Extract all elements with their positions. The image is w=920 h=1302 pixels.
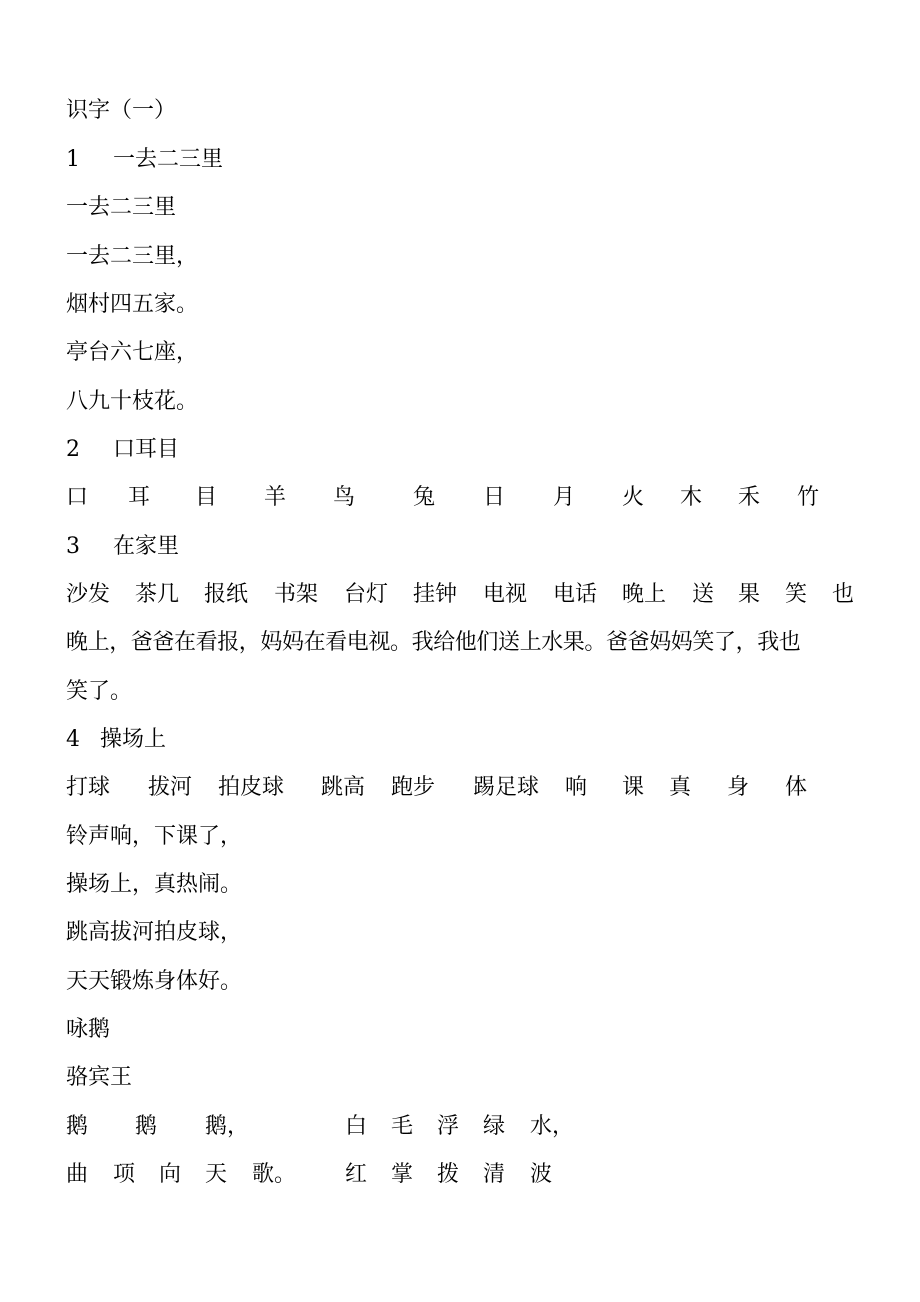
vocab-word: 台灯 xyxy=(344,582,389,607)
vocab-word: 沙发 xyxy=(66,582,111,607)
poem-line: 天天锻炼身体好。 xyxy=(66,969,243,994)
vocab-word: 身 xyxy=(727,775,750,800)
poem-char: 向 xyxy=(159,1162,182,1187)
vocab-word: 电视 xyxy=(483,582,528,607)
poem-char: 鹅 xyxy=(66,1114,89,1139)
lesson-4-heading: 操场上 xyxy=(100,727,167,752)
vocab-word: 踢足球 xyxy=(473,775,540,800)
lesson-3-heading: 在家里 xyxy=(113,534,180,559)
lesson-1-number: 1 xyxy=(66,147,80,172)
lesson-4-number: 4 xyxy=(66,727,80,752)
poem-char: 掌 xyxy=(391,1162,414,1187)
lesson-3-text: 晚上，爸爸在看报，妈妈在看电视。我给他们送上水果。爸爸妈妈笑了，我也 xyxy=(66,630,801,655)
poem-char: 红 xyxy=(345,1162,368,1187)
vocab-word: 跑步 xyxy=(391,775,436,800)
vocab-word: 课 xyxy=(622,775,645,800)
vocab-word: 跳高 xyxy=(321,775,366,800)
vocab-word: 响 xyxy=(565,775,588,800)
vocab-word: 果 xyxy=(738,582,761,607)
vocab-word: 挂钟 xyxy=(413,582,458,607)
poem-line: 亭台六七座， xyxy=(66,340,199,365)
character-item: 月 xyxy=(553,485,576,510)
vocab-word: 书架 xyxy=(274,582,319,607)
poem-char: 曲 xyxy=(66,1162,89,1187)
lesson-2-number: 2 xyxy=(66,437,80,462)
character-item: 鸟 xyxy=(333,485,356,510)
vocab-word: 报纸 xyxy=(204,582,249,607)
poem-char: 歌。 xyxy=(252,1162,297,1187)
character-item: 日 xyxy=(483,485,506,510)
poem-line: 八九十枝花。 xyxy=(66,389,199,414)
poem-char: 鹅 xyxy=(135,1114,158,1139)
lesson-1-poem-title: 一去二三里 xyxy=(66,195,177,220)
vocab-word: 也 xyxy=(832,582,855,607)
poem-char: 毛 xyxy=(391,1114,414,1139)
poem-char: 浮 xyxy=(437,1114,460,1139)
character-item: 目 xyxy=(195,485,218,510)
character-item: 竹 xyxy=(797,485,820,510)
character-item: 耳 xyxy=(128,485,151,510)
poem-char: 项 xyxy=(113,1162,136,1187)
poem-line: 铃声响，下课了， xyxy=(66,824,243,849)
vocab-word: 体 xyxy=(785,775,808,800)
character-item: 兔 xyxy=(413,485,436,510)
poem-title: 咏鹅 xyxy=(66,1017,111,1042)
poem-char: 波 xyxy=(530,1162,553,1187)
vocab-word: 拔河 xyxy=(148,775,193,800)
vocab-word: 真 xyxy=(669,775,692,800)
poem-line: 一去二三里， xyxy=(66,244,199,269)
page-title: 识字（一） xyxy=(66,98,177,123)
character-item: 禾 xyxy=(738,485,761,510)
poem-char: 绿 xyxy=(483,1114,506,1139)
lesson-1-heading: 一去二三里 xyxy=(113,147,224,172)
poem-author: 骆宾王 xyxy=(66,1065,133,1090)
poem-char: 白 xyxy=(345,1114,368,1139)
character-item: 火 xyxy=(622,485,645,510)
character-item: 口 xyxy=(66,485,89,510)
character-item: 羊 xyxy=(264,485,287,510)
lesson-3-text: 笑了。 xyxy=(66,679,133,704)
poem-char: 清 xyxy=(483,1162,506,1187)
lesson-2-heading: 口耳目 xyxy=(113,437,180,462)
poem-line: 跳高拔河拍皮球， xyxy=(66,920,243,945)
vocab-word: 茶几 xyxy=(135,582,180,607)
poem-line: 操场上，真热闹。 xyxy=(66,872,243,897)
vocab-word: 打球 xyxy=(66,775,111,800)
poem-char: 水， xyxy=(530,1114,575,1139)
poem-char: 天 xyxy=(205,1162,228,1187)
vocab-word: 晚上 xyxy=(622,582,667,607)
vocab-word: 拍皮球 xyxy=(218,775,285,800)
vocab-word: 笑 xyxy=(785,582,808,607)
vocab-word: 电话 xyxy=(553,582,598,607)
vocab-word: 送 xyxy=(692,582,715,607)
character-item: 木 xyxy=(680,485,703,510)
poem-line: 烟村四五家。 xyxy=(66,292,199,317)
poem-char: 拨 xyxy=(437,1162,460,1187)
poem-char: 鹅， xyxy=(205,1114,250,1139)
lesson-3-number: 3 xyxy=(66,534,80,559)
